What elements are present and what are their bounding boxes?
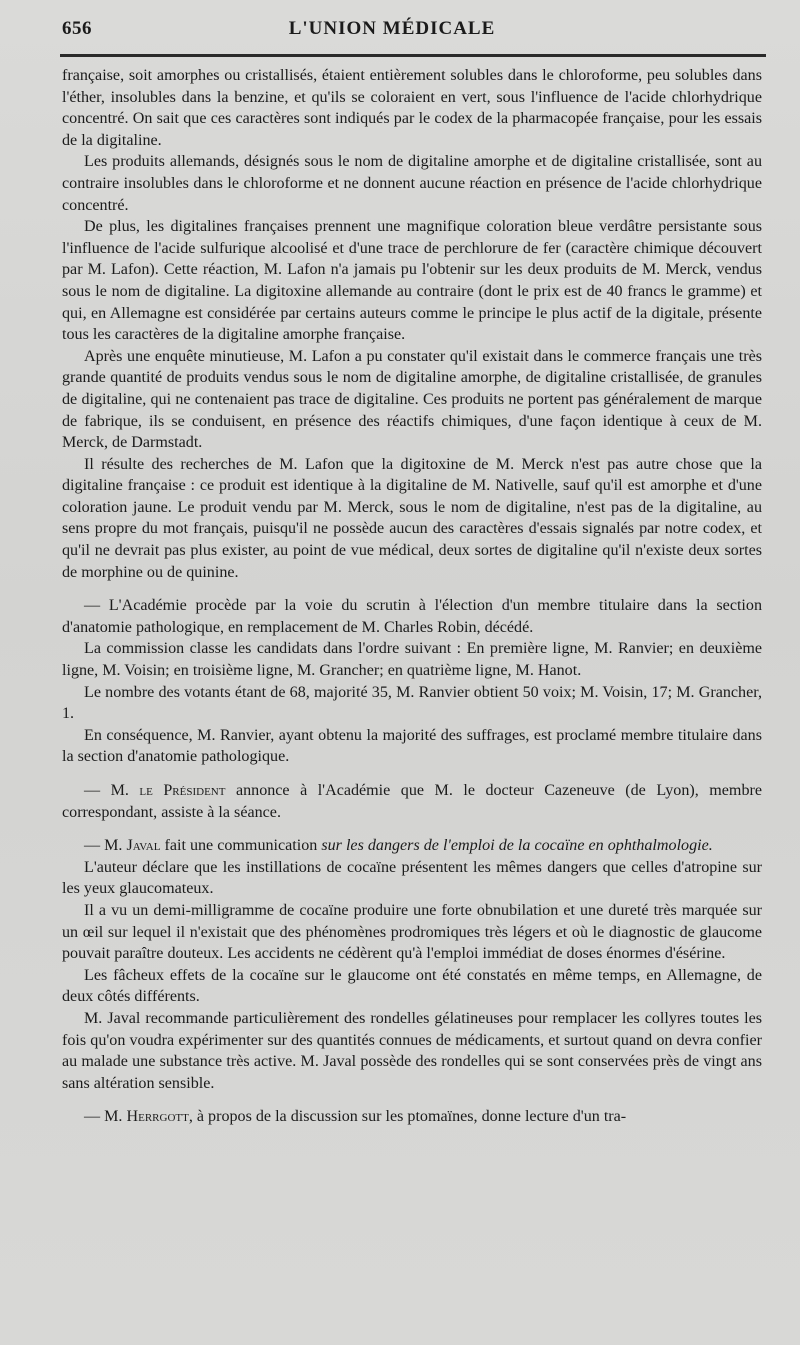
paragraph: Il résulte des recherches de M. Lafon que la digitoxine de M. Merck n'est pas autre chose que la digitaline française : ce produit est identique à la digitaline de M. Nativelle, sauf qu'il est amorphe et d'une coloration jaune. Le produit vendu par M. Merck, sous le nom de digitaline, n'est pas de la digitaline, au sens propre du mot français, puisqu'il ne possède aucun des caractères d'essais signalés par notre codex, et qu'il ne devrait pas plus exister, au point de vue médical, deux sortes de digitaline qu'il n'existe deux sortes de morphine ou de quinine.: [62, 455, 762, 581]
paragraph: Les fâcheux effets de la cocaïne sur le glaucome ont été constatés en même temps, en Allemagne, de deux côtés différents.: [62, 966, 762, 1006]
paragraph: L'auteur déclare que les instillations de cocaïne présentent les mêmes dangers que celles d'atropine sur les yeux glaucomateux.: [62, 858, 762, 898]
paragraph: De plus, les digitalines françaises prennent une magnifique coloration bleue verdâtre persistante sous l'influence de l'acide sulfurique alcoolisé et d'une trace de perchlorure de fer (caractère chimique découvert par M. Lafon). Cette réaction, M. Lafon n'a jamais pu l'obtenir sur les deux produits de M. Merck, vendus sous le nom de digitaline. La digitoxine allemande au contraire (dont le prix est de 40 francs le gramme) et qui, en Allemagne est considérée par certains auteurs comme le principe le plus actif de la digitale, présente tous les caractères de la digitaline amorphe française.: [62, 218, 762, 344]
text-run: — M.: [84, 782, 140, 799]
paragraph: Les produits allemands, désignés sous le nom de digitaline amorphe et de digitaline cristallisée, sont au contraire insolubles dans le chloroforme et ne donnent aucune réaction en présence de l'acide chlorhydrique concentré.: [62, 153, 762, 214]
paragraph: Après une enquête minutieuse, M. Lafon a pu constater qu'il existait dans le commerce français une très grande quantité de produits vendus sous le nom de digitaline amorphe, de digitaline cristallisée, de granules de digitaline, qui ne contenaient pas trace de digitaline. Ces produits ne portent pas généralement de marque de fabrique, ils se conduisent, en présence des réactifs chimiques, d'une façon identique à ceux de M. Merck, de Darmstadt.: [62, 347, 762, 452]
speaker-name: le Président: [139, 782, 226, 799]
paragraph: française, soit amorphes ou cristallisés, étaient entièrement solubles dans le chloroforme, peu solubles dans l'éther, insolubles dans la benzine, et qu'ils se coloraient en vert, sous l'influence de l'acide chlorhydrique concentré. On sait que ces caractères sont indiqués par le codex de la pharmacopée française, pour les essais de la digitaline.: [62, 67, 762, 149]
paragraph: — L'Académie procède par la voie du scrutin à l'élection d'un membre titulaire dans la section d'anatomie pathologique, en remplacement de M. Charles Robin, décédé.: [62, 597, 762, 636]
paragraph: Le nombre des votants étant de 68, majorité 35, M. Ranvier obtient 50 voix; M. Voisin, 17; M. Grancher, 1.: [62, 683, 762, 723]
page-header: [62, 18, 762, 52]
paragraph: En conséquence, M. Ranvier, ayant obtenu la majorité des suffrages, est proclamé membre titulaire dans la section d'anatomie pathologique.: [62, 726, 762, 766]
paragraph: [62, 780, 762, 823]
text-run: , à propos de la discussion sur les ptomaïnes, donne lecture d'un tra-: [188, 1108, 627, 1126]
paragraph: Il a vu un demi-milligramme de cocaïne produire une forte obnubilation et une dureté très marquée sur un œil sur lequel il n'existait que des phénomènes prodromiques très légers et où le diagnostic de glaucome pouvait paraître douteux. Les accidents ne cédèrent qu'à l'emploi immédiat de doses énormes d'ésérine.: [62, 901, 762, 963]
text-run: — M.: [84, 1108, 127, 1126]
paragraph: La commission classe les candidats dans l'ordre suivant : En première ligne, M. Ranvier; en deuxième ligne, M. Voisin; en troisième ligne, M. Grancher; en quatrième ligne, M. Hanot.: [62, 640, 762, 680]
text-run: annonce à l'Académie que M. le docteur Cazeneuve (de Lyon), membre correspondant, assiste à la séance.: [62, 782, 762, 821]
page-number: 656: [62, 18, 92, 39]
text-run: — M.: [84, 837, 127, 855]
journal-title: L'UNION MÉDICALE: [288, 18, 496, 39]
communication-title: sur les dangers de l'emploi de la cocaïne en ophthalmologie.: [321, 837, 713, 855]
speaker-name: Javal: [126, 837, 161, 855]
paragraph: M. Javal recommande particulièrement des rondelles gélatineuses pour remplacer les collyres toutes les fois qu'on voudra expérimenter sur des quantités connues de médicaments, et surtout quand on devra confier au malade une substance très active. M. Javal possède des rondelles qui se sont conservées près de vingt ans sans altération sensible.: [62, 1009, 762, 1092]
speaker-name: Herrgott: [126, 1108, 189, 1126]
paragraph: [62, 1106, 762, 1128]
header-rule: [60, 54, 766, 57]
article-body: [62, 65, 762, 1128]
paragraph: [62, 835, 762, 857]
text-run: fait une communication: [160, 837, 322, 855]
